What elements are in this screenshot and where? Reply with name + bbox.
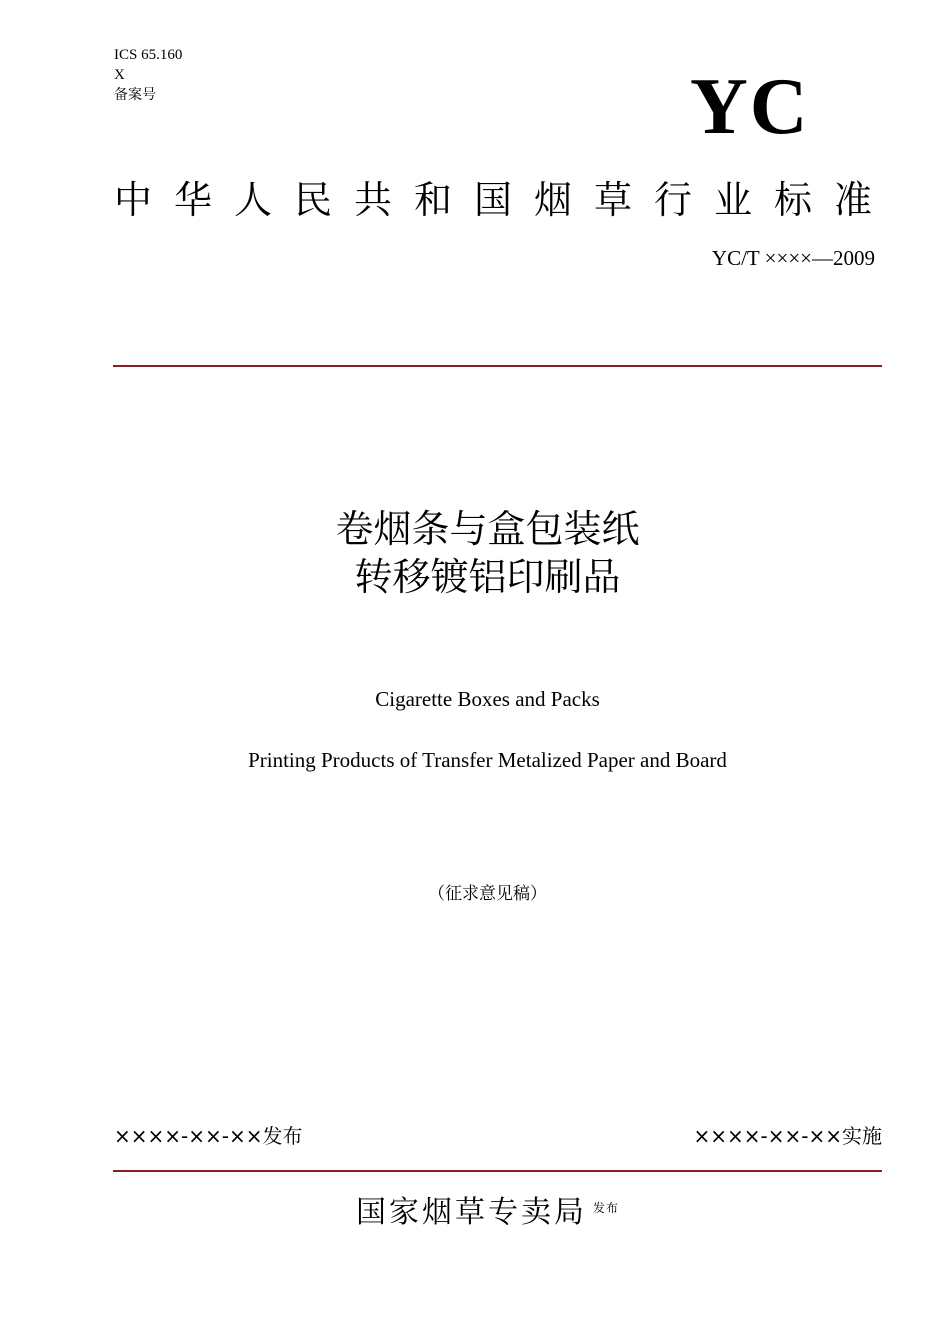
issuer-suffix: 发布 (592, 1201, 619, 1215)
bottom-divider (113, 1170, 882, 1172)
standard-code: YC/T ××××—2009 (711, 246, 875, 270)
ics-code: ICS 65.160 (114, 47, 183, 63)
top-divider (113, 365, 882, 367)
record-number-label: 备案号 (114, 87, 156, 103)
draft-note: （征求意见稿） (428, 884, 547, 904)
standard-title: 中华人民共和国烟草行业标准 (114, 178, 895, 222)
document-title-cn-line2: 转移镀铝印刷品 (354, 555, 621, 599)
document-title-cn-line1: 卷烟条与盒包装纸 (335, 507, 640, 551)
publish-date: ××××-××-××发布 (114, 1124, 303, 1148)
implement-date: ××××-××-××实施 (693, 1124, 882, 1148)
issuer-name: 国家烟草专卖局 (355, 1195, 587, 1230)
document-title-en-line1: Cigarette Boxes and Packs (375, 687, 600, 711)
class-code: X (114, 67, 125, 83)
issuing-authority (0, 1188, 950, 1233)
yc-logo: YC (690, 63, 810, 151)
document-title-en-line2: Printing Products of Transfer Metalized Paper and Board (248, 748, 727, 772)
